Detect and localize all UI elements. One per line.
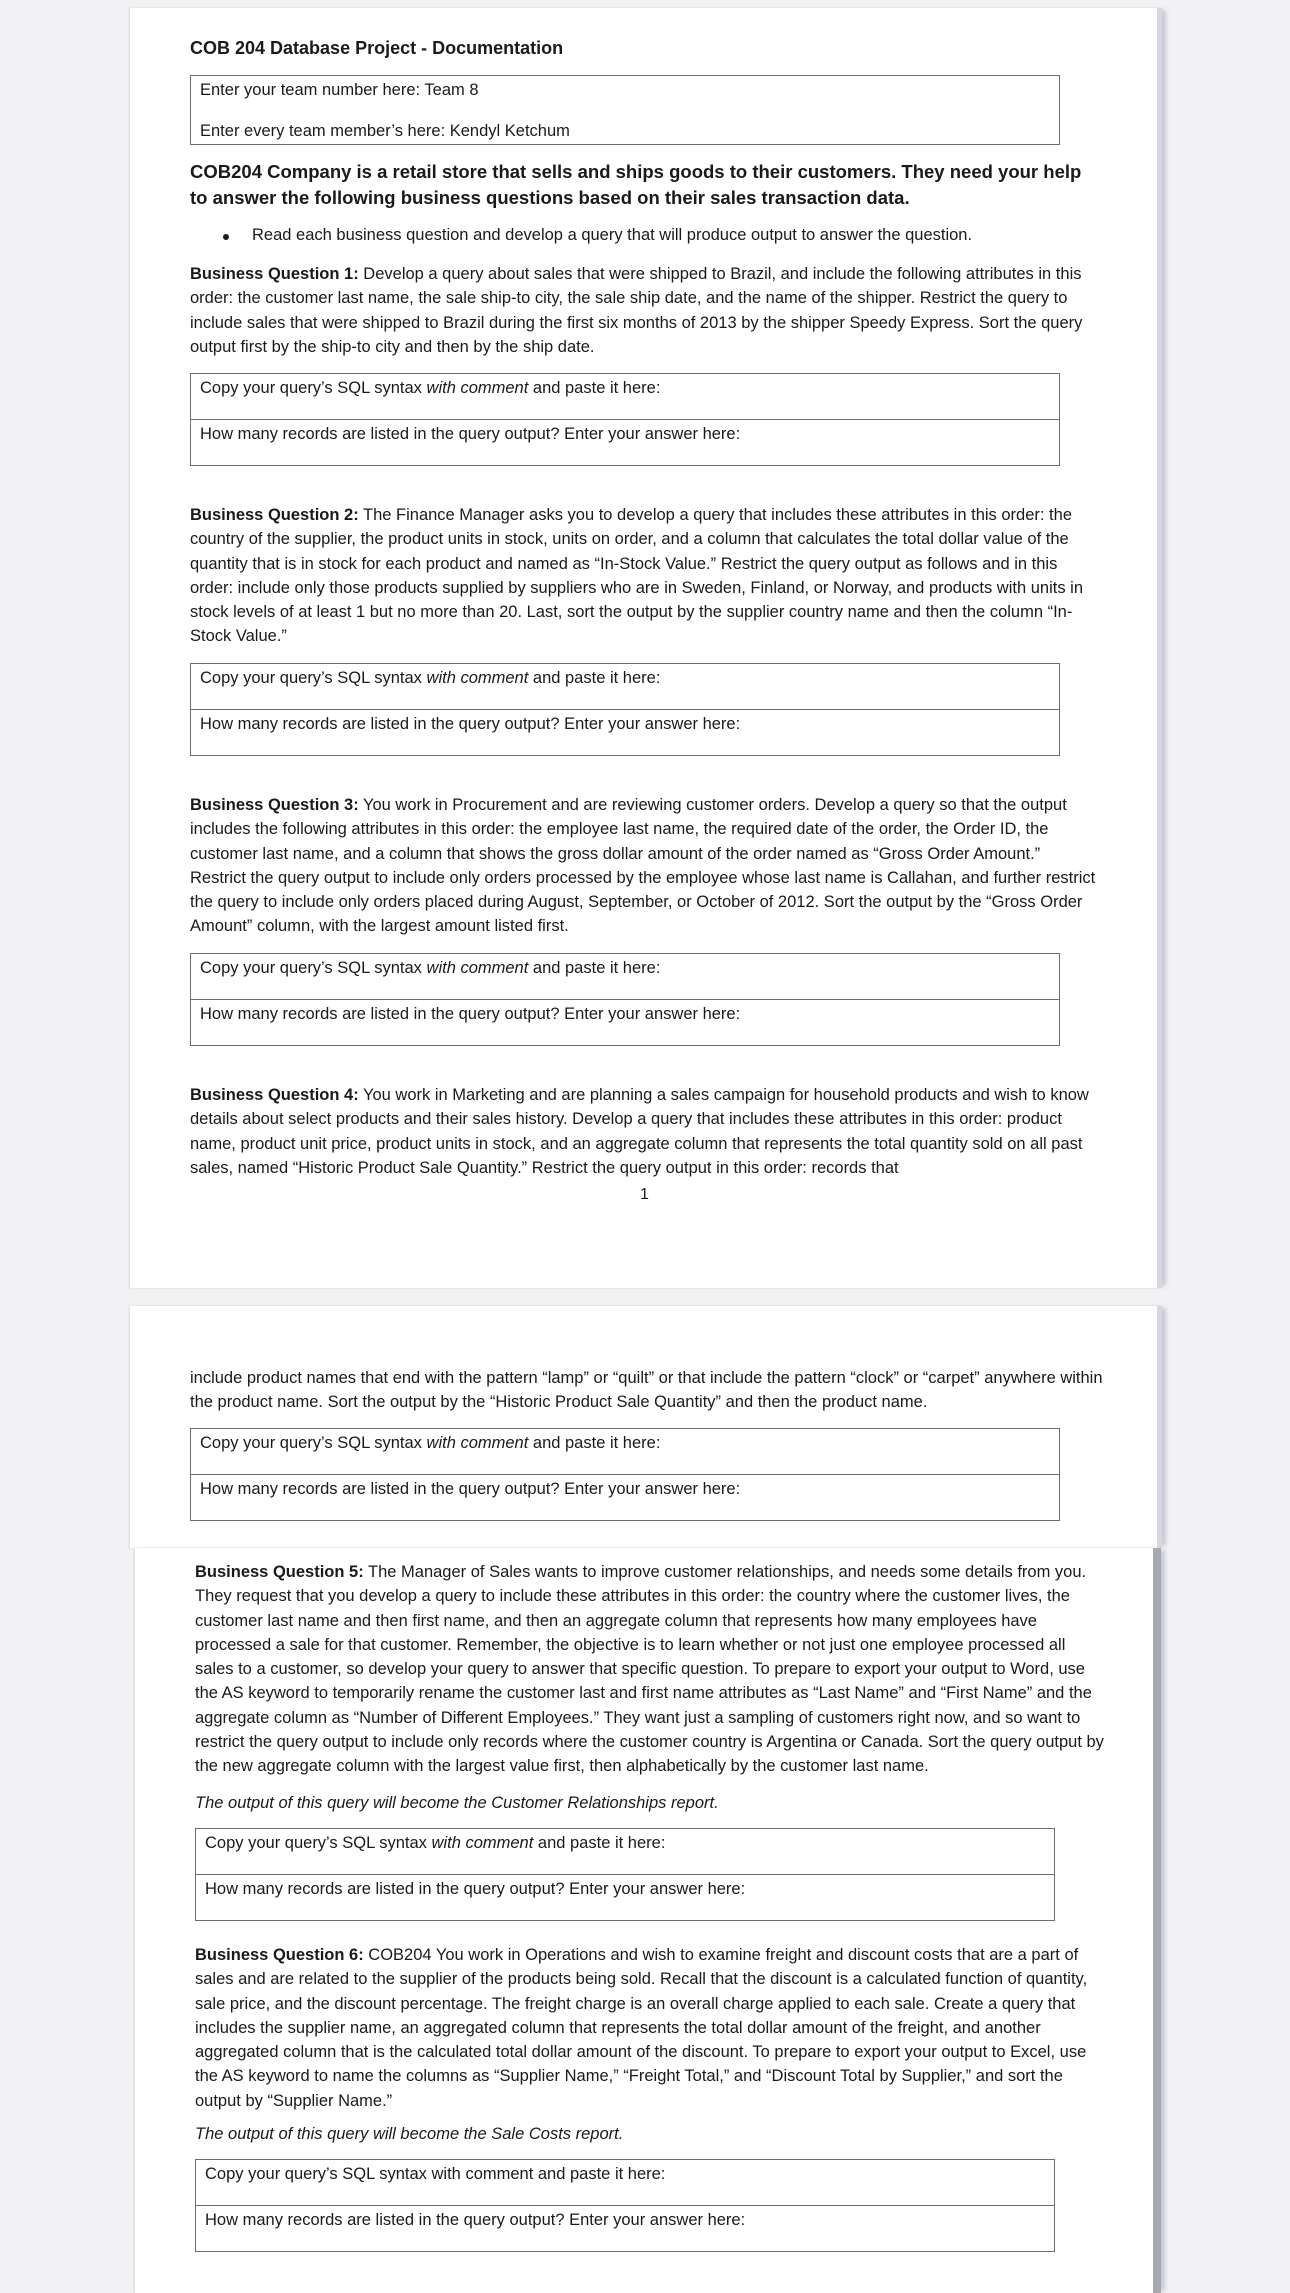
question-2-text: The Finance Manager asks you to develop a query that includes these attributes in this order: the country of the supplier, the product units in stock, units on order, and a column that calculates the total dollar value of the quantity that is in stock for each product and named as “In-Stock Value.” Restrict the query output as follows and in this order: include only those products supplied by suppliers who are in Sweden, Finland, or Norway, and products with units in stock levels of at least 1 but no more than 20. Last, sort the output by the supplier country name and then the column “In-Stock Value.” bbox=[190, 506, 1084, 646]
question-2-answer-box[interactable] bbox=[190, 663, 1060, 756]
bullet-icon bbox=[223, 234, 229, 240]
question-1-sql-field[interactable] bbox=[191, 374, 1059, 419]
team-members-field[interactable]: Enter every team member’s here: Kendyl Ketchum bbox=[200, 122, 570, 140]
team-number-row[interactable] bbox=[191, 76, 1059, 110]
sql-prompt-text-end: and paste it here: bbox=[528, 959, 661, 977]
question-4-continued: include product names that end with the pattern “lamp” or “quilt” or that include the pattern “clock” or “carpet” anywhere within the product name. Sort the output by the “Historic Product Sale Quantity” and then the product name. bbox=[190, 1369, 1103, 1412]
document-page-2 bbox=[130, 1306, 1162, 1548]
question-5-records-field[interactable] bbox=[196, 1874, 1054, 1921]
question-5-label: Business Question 5: bbox=[195, 1563, 364, 1581]
question-6-answer-box[interactable] bbox=[195, 2159, 1055, 2252]
question-5-sql-field[interactable] bbox=[196, 1829, 1054, 1874]
records-prompt-text: How many records are listed in the query output? Enter your answer here: bbox=[205, 2211, 746, 2229]
question-4-label: Business Question 4: bbox=[190, 1086, 359, 1104]
sql-prompt-text-end: and paste it here: bbox=[528, 669, 661, 687]
page-number: 1 bbox=[640, 1186, 649, 1203]
sql-prompt-text-end: and paste it here: bbox=[528, 1434, 661, 1452]
question-3-text: You work in Procurement and are reviewing customer orders. Develop a query so that the output includes the following attributes in this order: the employee last name, the required date of the order, the Order ID, the customer last name, and a column that shows the gross dollar amount of the order named as “Gross Order Amount.” Restrict the query output to include only orders processed by the employee whose last name is Callahan, and further restrict the query to include only orders placed during August, September, or October of 2012. Sort the output by the “Gross Order Amount” column, with the largest amount listed first. bbox=[190, 796, 1096, 936]
sql-prompt-text-end: and paste it here: bbox=[533, 1834, 666, 1852]
sql-prompt-plain-text: Copy your query’s SQL syntax with comment and paste it here: bbox=[205, 2165, 666, 2183]
question-2-sql-field[interactable] bbox=[191, 664, 1059, 709]
records-prompt-text: How many records are listed in the query output? Enter your answer here: bbox=[205, 1880, 746, 1898]
question-6-note: The output of this query will become the Sale Costs report. bbox=[195, 2125, 624, 2143]
intro-paragraph: COB204 Company is a retail store that sells and ships goods to their customers. They need your help to answer the following business questions based on their sales transaction data. bbox=[190, 161, 1082, 208]
sql-prompt-emphasis: with comment bbox=[426, 1434, 529, 1452]
records-prompt-text: How many records are listed in the query output? Enter your answer here: bbox=[200, 1005, 741, 1023]
question-1-label: Business Question 1: bbox=[190, 265, 359, 283]
sql-prompt-emphasis: with comment bbox=[431, 1834, 534, 1852]
records-prompt-text: How many records are listed in the query output? Enter your answer here: bbox=[200, 425, 741, 443]
question-5-answer-box[interactable] bbox=[195, 1828, 1055, 1921]
document-page-3 bbox=[135, 1548, 1161, 2293]
question-6-label: Business Question 6: bbox=[195, 1946, 364, 1964]
team-info-box[interactable] bbox=[190, 75, 1060, 145]
question-5-text: The Manager of Sales wants to improve customer relationships, and needs some details from you. They request that you develop a query to include these attributes in this order: the country where the customer lives, the customer last name and then first name, and then an aggregate column that represents how many employees have processed a sale for that customer. Remember, the objective is to learn whether or not just one employee processed all sales to a customer, so develop your query to answer that specific question. To prepare to export your output to Word, use the AS keyword to temporarily rename the customer last and first name attributes as “Last Name” and “First Name” and the aggregate column as “Number of Different Employees.” They want just a sampling of customers right now, and so want to restrict the query output to include only records where the customer country is Argentina or Canada. Sort the query output by the new aggregate column with the largest value first, then alphabetically by the customer last name. bbox=[195, 1563, 1104, 1776]
instruction-bullet: Read each business question and develop a query that will produce output to answer the question. bbox=[252, 226, 973, 244]
question-6-records-field[interactable] bbox=[196, 2205, 1054, 2252]
question-3 bbox=[190, 793, 1100, 939]
team-members-row[interactable] bbox=[191, 120, 1059, 144]
question-6-sql-field[interactable] bbox=[196, 2160, 1054, 2205]
sql-prompt-text: Copy your query’s SQL syntax bbox=[200, 959, 427, 977]
question-1-answer-box[interactable] bbox=[190, 373, 1060, 466]
question-3-label: Business Question 3: bbox=[190, 796, 359, 814]
question-4-records-field[interactable] bbox=[191, 1474, 1059, 1521]
question-2-records-field[interactable] bbox=[191, 709, 1059, 756]
question-4-text: You work in Marketing and are planning a sales campaign for household products and wish to know details about select products and their sales history. Develop a query that includes these attributes in this order: product name, product unit price, product units in stock, and an aggregate column that represents the total quantity sold on all past sales, named “Historic Product Sale Quantity.” Restrict the query output in this order: records that bbox=[190, 1086, 1089, 1177]
records-prompt-text: How many records are listed in the query output? Enter your answer here: bbox=[200, 1480, 741, 1498]
question-3-answer-box[interactable] bbox=[190, 953, 1060, 1046]
question-2 bbox=[190, 503, 1100, 649]
sql-prompt-text-end: and paste it here: bbox=[528, 379, 661, 397]
question-5 bbox=[195, 1560, 1105, 1779]
document-page-1 bbox=[130, 8, 1162, 1288]
question-4 bbox=[190, 1083, 1100, 1180]
question-5-note: The output of this query will become the Customer Relationships report. bbox=[195, 1794, 719, 1812]
records-prompt-text: How many records are listed in the query output? Enter your answer here: bbox=[200, 715, 741, 733]
sql-prompt-emphasis: with comment bbox=[426, 959, 529, 977]
question-6 bbox=[195, 1943, 1110, 2113]
team-number-field[interactable]: Enter your team number here: Team 8 bbox=[200, 81, 479, 99]
question-1-text: Develop a query about sales that were shipped to Brazil, and include the following attributes in this order: the customer last name, the sale ship-to city, the sale ship date, and the name of the shipper. Restrict the query to include sales that were shipped to Brazil during the first six months of 2013 by the shipper Speedy Express. Sort the query output first by the ship-to city and then by the ship date. bbox=[190, 265, 1083, 356]
question-6-text: COB204 You work in Operations and wish to examine freight and discount costs that are a part of sales and are related to the supplier of the products being sold. Recall that the discount is a calculated function of quantity, sale price, and the discount percentage. The freight charge is an overall charge applied to each sale. Create a query that includes the supplier name, an aggregated column that represents the total dollar amount of the freight, and another aggregated column that is the calculated total dollar amount of the discount. To prepare to export your output to Excel, use the AS keyword to name the columns as “Supplier Name,” “Freight Total,” and “Discount Total by Supplier,” and sort the output by “Supplier Name.” bbox=[195, 1946, 1088, 2110]
question-3-sql-field[interactable] bbox=[191, 954, 1059, 999]
question-3-records-field[interactable] bbox=[191, 999, 1059, 1046]
sql-prompt-text: Copy your query’s SQL syntax bbox=[200, 1434, 427, 1452]
question-4-sql-field[interactable] bbox=[191, 1429, 1059, 1474]
document-title: COB 204 Database Project - Documentation bbox=[190, 38, 564, 58]
sql-prompt-emphasis: with comment bbox=[426, 669, 529, 687]
question-1-records-field[interactable] bbox=[191, 419, 1059, 466]
question-2-label: Business Question 2: bbox=[190, 506, 359, 524]
sql-prompt-text: Copy your query’s SQL syntax bbox=[200, 669, 427, 687]
sql-prompt-text: Copy your query’s SQL syntax bbox=[200, 379, 427, 397]
question-4-answer-box[interactable] bbox=[190, 1428, 1060, 1521]
sql-prompt-emphasis: with comment bbox=[426, 379, 529, 397]
question-1 bbox=[190, 262, 1100, 359]
sql-prompt-text: Copy your query’s SQL syntax bbox=[205, 1834, 432, 1852]
